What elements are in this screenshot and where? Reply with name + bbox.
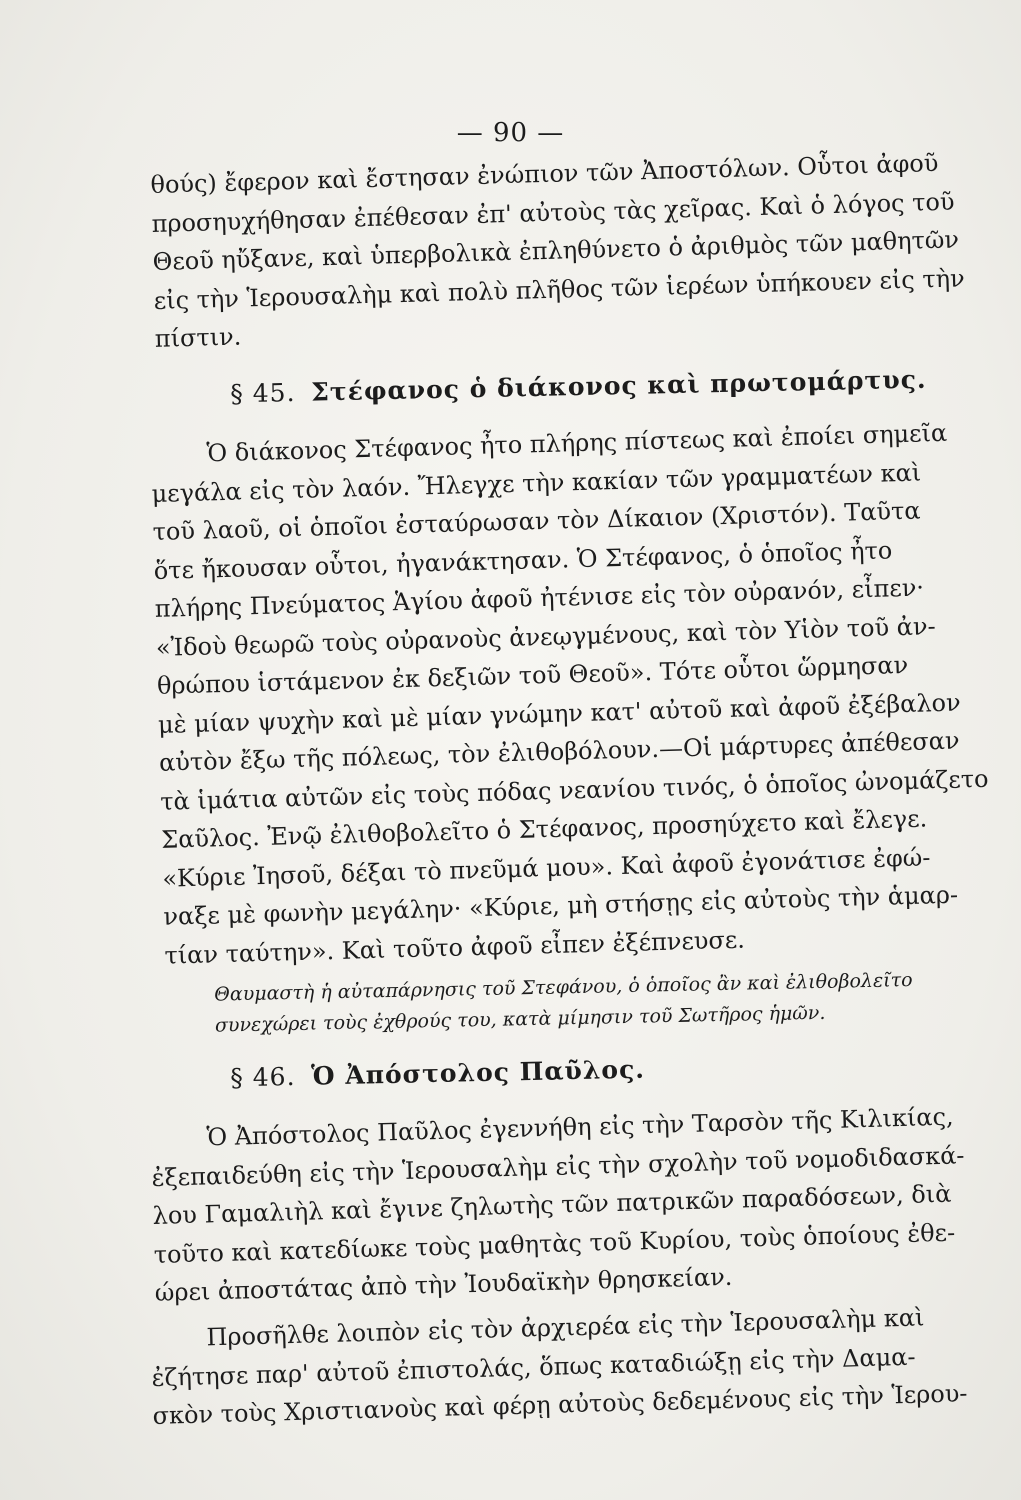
text-line: πλήρης Πνεύματος Ἁγίου ἀφοῦ ἠτένισε εἰς τὸν οὐρανόν, εἶπεν· [154, 572, 925, 623]
text-line: λου Γαμαλιὴλ καὶ ἔγινε ζηλωτὴς τῶν πατρικῶν παραδόσεων, διὰ [152, 1179, 952, 1230]
text-line: ἐξεπαιδεύθη εἰς τὴν Ἱερουσαλὴμ εἰς τὴν σχολὴν τοῦ νομοδιδασκά- [151, 1140, 965, 1191]
paragraph-continuation [150, 143, 987, 359]
text-line: ώρει ἀποστάτας ἀπὸ τὴν Ἰουδαϊκὴν θρησκείαν. [154, 1262, 733, 1307]
text-line: τίαν ταύτην». Καὶ τοῦτο ἀφοῦ εἶπεν ἐξέπνευσε. [164, 924, 746, 969]
paragraph-paulos-archiereas [150, 1297, 985, 1436]
page-content [150, 148, 989, 1436]
text-line: Ὁ διάκονος Στέφανος ἦτο πλήρης πίστεως καὶ ἐποίει σημεῖα [206, 418, 948, 467]
text-line: πίστιν. [154, 322, 242, 353]
section-heading-45 [150, 363, 982, 409]
text-line: ναξε μὲ φωνὴν μεγάλην· «Κύριε, μὴ στήσῃς εἰς αὐτοὺς τὴν ἁμαρ- [163, 880, 959, 931]
paragraph-stephanos [150, 412, 997, 974]
paragraph-paulos-birth [150, 1096, 987, 1312]
text-line: μὲ μίαν ψυχὴν καὶ μὲ μίαν γνώμην κατ' αὐτοῦ καὶ ἀφοῦ ἐξέβαλον [157, 687, 961, 738]
text-line: τοῦτο καὶ κατεδίωκε τοὺς μαθητὰς τοῦ Κυρίου, τοὺς ὁποίους ἐθε- [153, 1217, 956, 1268]
page-number: — 90 — [456, 118, 565, 148]
text-line: τὰ ἱμάτια αὐτῶν εἰς τοὺς πόδας νεανίου τινός, ὁ ὁποῖος ὠνομάζετο [159, 763, 989, 815]
text-line: σκὸν τοὺς Χριστιανοὺς καὶ φέρῃ αὐτοὺς δεδεμένους εἰς τὴν Ἱερου- [152, 1379, 968, 1430]
text-line: θρώπου ἱστάμενον ἐκ δεξιῶν τοῦ Θεοῦ». Τότε οὗτοι ὥρμησαν [156, 650, 909, 700]
note-line: Θαυμαστὴ ἡ αὐταπάρνησις τοῦ Στεφάνου, ὁ ὁποῖος ἂν καὶ ἐλιθοβολεῖτο [214, 968, 913, 1006]
text-line: Θεοῦ ηὔξανε, καὶ ὑπερβολικὰ ἐπληθύνετο ὁ ἀριθμὸς τῶν μαθητῶν [152, 225, 960, 276]
text-line: Σαῦλος. Ἐνῷ ἐλιθοβολεῖτο ὁ Στέφανος, προσηύχετο καὶ ἔλεγε. [160, 803, 928, 854]
text-line: εἰς τὴν Ἱερουσαλὴμ καὶ πολὺ πλῆθος τῶν ἱερέων ὑπήκουεν εἰς τὴν [153, 263, 965, 315]
text-line: τοῦ λαοῦ, οἱ ὁποῖοι ἐσταύρωσαν τὸν Δίκαιον (Χριστόν). Ταῦτα [152, 496, 921, 546]
text-line: προσηυχήθησαν ἐπέθεσαν ἐπ' αὐτοὺς τὰς χεῖρας. Καὶ ὁ λόγος τοῦ [151, 187, 955, 238]
text-line: «Ἰδοὺ θεωρῶ τοὺς οὐρανοὺς ἀνεῳγμένους, καὶ τὸν Υἱὸν τοῦ ἀν- [155, 611, 936, 661]
note-line: συνεχώρει τοὺς ἐχθρούς του, κατὰ μίμησιν τοῦ Σωτῆρος ἡμῶν. [214, 1001, 826, 1037]
text-line: μεγάλα εἰς τὸν λαόν. Ἤλεγχε τὴν κακίαν τῶν γραμματέων καὶ [151, 457, 922, 507]
text-line: «Κύριε Ἰησοῦ, δέξαι τὸ πνεῦμά μου». Καὶ ἀφοῦ ἐγονάτισε ἐφώ- [161, 842, 931, 892]
text-line: Ὁ Ἀπόστολος Παῦλος ἐγεννήθη εἰς τὴν Ταρσὸν τῆς Κιλικίας, [206, 1102, 954, 1151]
section-number: § 45. [229, 377, 296, 408]
section-title: Στέφανος ὁ διάκονος καὶ πρωτομάρτυς. [310, 364, 927, 407]
text-line: ὅτε ἤκουσαν οὗτοι, ἠγανάκτησαν. Ὁ Στέφανος, ὁ ὁποῖος ἦτο [153, 535, 893, 584]
text-line: θούς) ἔφερον καὶ ἔστησαν ἐνώπιον τῶν Ἀποστόλων. Οὗτοι ἀφοῦ [150, 148, 939, 199]
section-heading-46 [150, 1047, 982, 1093]
italic-note [150, 963, 983, 1042]
text-line: αὐτὸν ἔξω τῆς πόλεως, τὸν ἐλιθοβόλουν.—Οἱ μάρτυρες ἀπέθεσαν [158, 726, 960, 777]
section-number: § 46. [229, 1061, 296, 1092]
section-title: Ὁ Ἀπόστολος Παῦλος. [310, 1054, 646, 1091]
text-line: Προσῆλθε λοιπὸν εἰς τὸν ἀρχιερέα εἰς τὴν Ἱερουσαλὴμ καὶ [206, 1303, 925, 1352]
text-line: ἐζήτησε παρ' αὐτοῦ ἐπιστολάς, ὅπως καταδιώξῃ εἰς τὴν Δαμα- [151, 1342, 916, 1392]
